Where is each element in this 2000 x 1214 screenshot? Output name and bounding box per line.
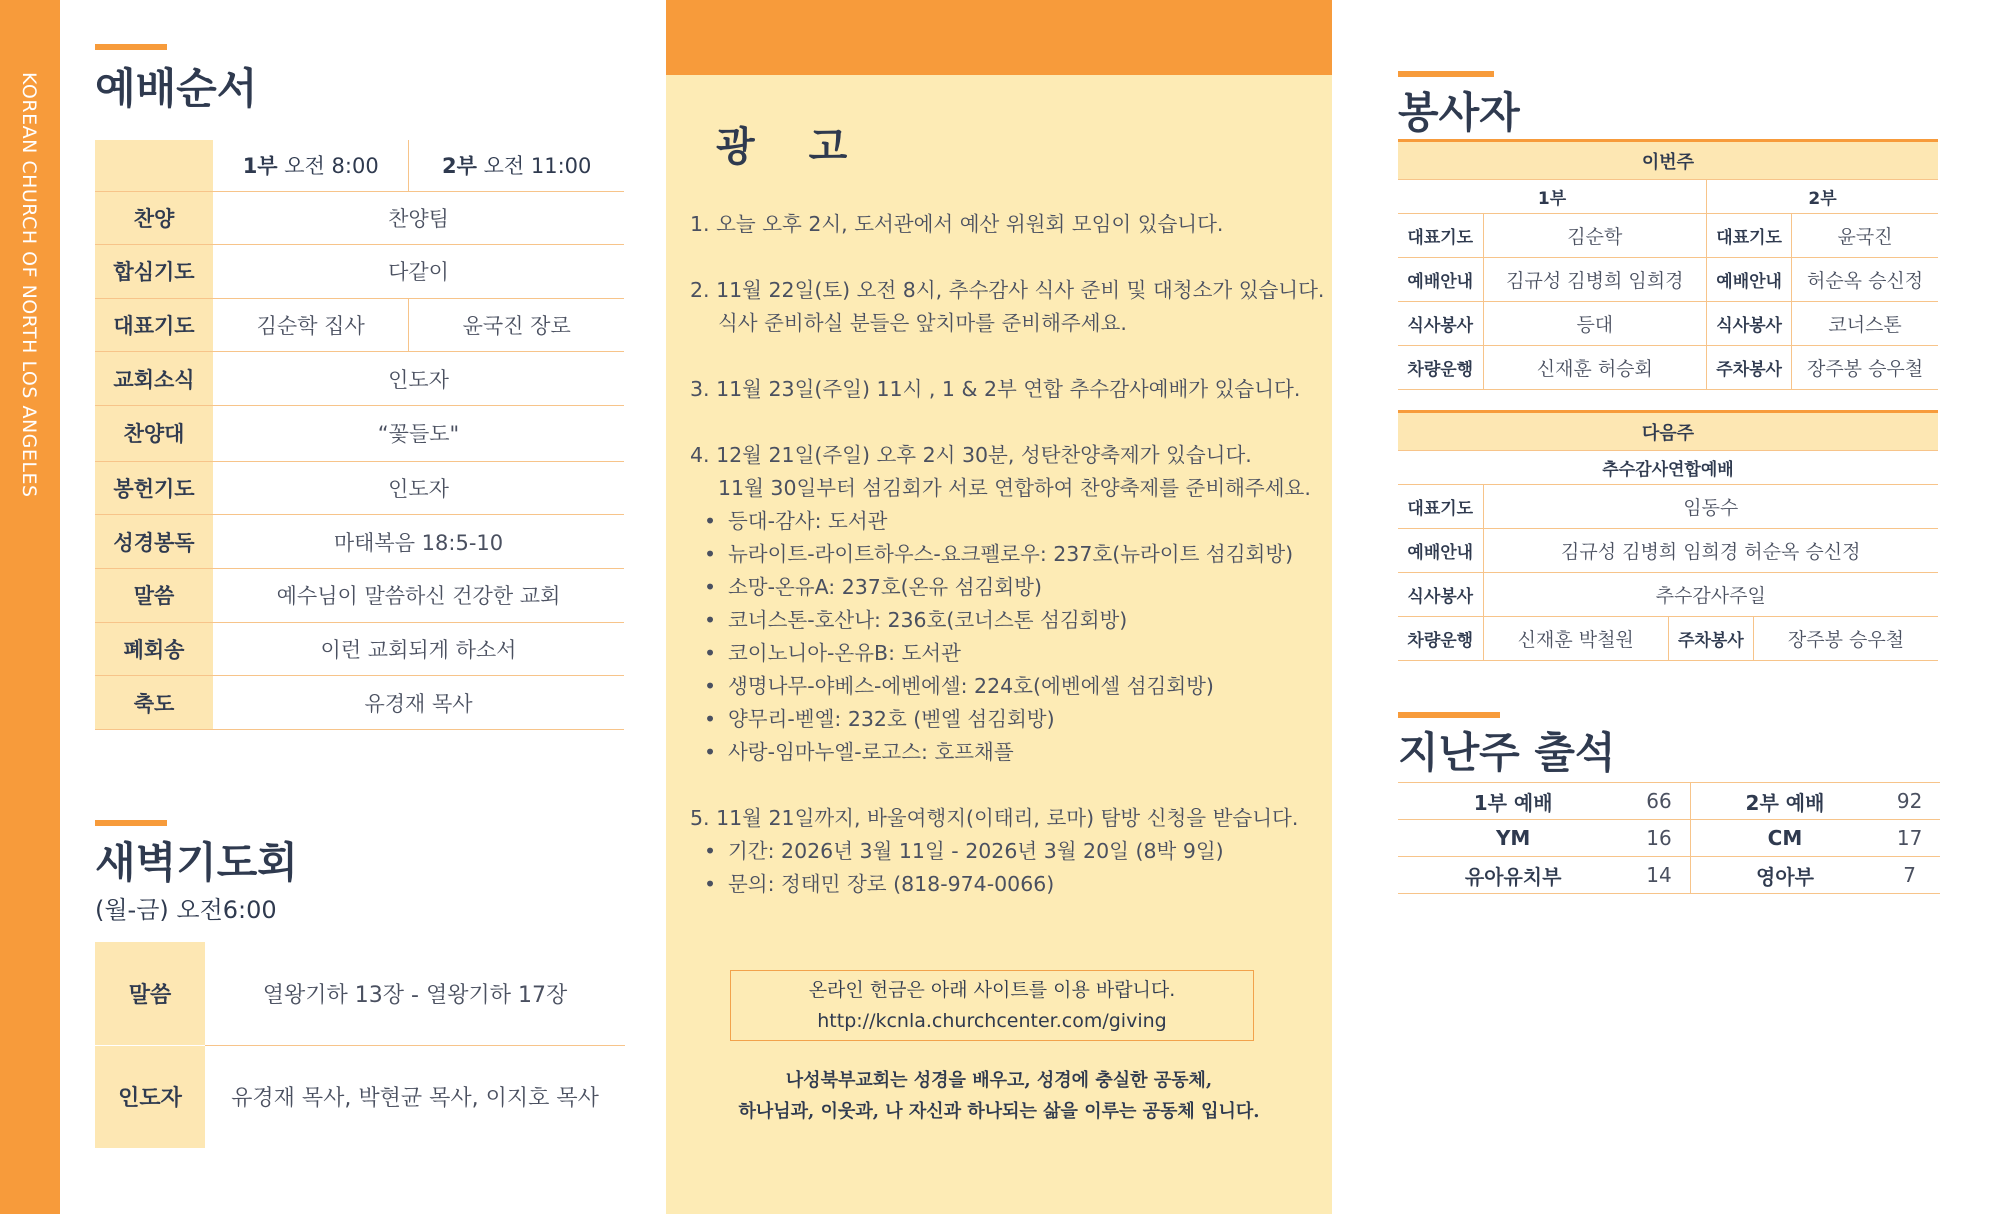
vol-key: 예배안내 [1707, 258, 1792, 302]
part1-time: 오전 8:00 [284, 154, 379, 179]
order-row [95, 191, 624, 245]
accent-bar [95, 44, 167, 50]
att-key: 1부 예배 [1398, 783, 1628, 820]
att-value: 66 [1628, 783, 1690, 820]
vol-row [1398, 617, 1938, 661]
volunteers-next-week [1398, 410, 1938, 661]
motto-line: 나성북부교회는 성경을 배우고, 성경에 충실한 공동체, [785, 1070, 1213, 1091]
bullet-item: • 등대-감사: 도서관 [690, 505, 1330, 538]
announcements-header-bar [666, 0, 1332, 75]
announcement-item [690, 439, 1330, 769]
dawn-row [95, 1045, 625, 1148]
order-head-row [95, 140, 624, 191]
order-value: 인도자 [213, 461, 624, 515]
vol-value: 허순옥 승신정 [1792, 258, 1938, 302]
att-value: 16 [1628, 820, 1690, 857]
order-row [95, 405, 624, 461]
announcement-item [690, 373, 1330, 406]
this-week-col-head [1398, 180, 1938, 214]
order-row [95, 569, 624, 623]
bullet-item: • 문의: 정태민 장로 (818-974-0066) [690, 868, 1330, 901]
order-label: 봉헌기도 [95, 461, 213, 515]
next-week-banner: 다음주 [1398, 412, 1938, 451]
col-part2: 2부 [1707, 180, 1938, 214]
bullet-item: • 뉴라이트-라이트하우스-요크펠로우: 237호(뉴라이트 섬김회방) [690, 538, 1330, 571]
announcement-item [690, 208, 1330, 241]
order-value-part1: 김순학 집사 [213, 298, 409, 352]
bullet-item: • 기간: 2026년 3월 11일 - 2026년 3월 20일 (8박 9일) [690, 835, 1330, 868]
announcement-item [690, 802, 1330, 901]
motto-line: 하나님과, 이웃과, 나 자신과 하나되는 삶을 이루는 공동체 입니다. [738, 1101, 1260, 1122]
order-value: 예수님이 말씀하신 건강한 교회 [213, 569, 624, 623]
part2-label: 2부 [442, 154, 477, 179]
order-row [95, 461, 624, 515]
order-label: 찬양 [95, 191, 213, 245]
att-value: 92 [1879, 783, 1940, 820]
att-key: 2부 예배 [1690, 783, 1879, 820]
attendance-row [1398, 820, 1940, 857]
vol-value: 윤국진 [1792, 214, 1938, 258]
vol-key: 대표기도 [1398, 214, 1483, 258]
vol-key: 차량운행 [1398, 617, 1483, 661]
vol-row [1398, 302, 1938, 346]
bullet-item: • 양무리-벧엘: 232호 (벧엘 섬김회방) [690, 703, 1330, 736]
vol-value: 등대 [1483, 302, 1707, 346]
vol-value: 추수감사주일 [1483, 573, 1938, 617]
dawn-value: 유경재 목사, 박현균 목사, 이지호 목사 [231, 1086, 599, 1112]
vol-key: 주차봉사 [1707, 346, 1792, 390]
order-label: 대표기도 [95, 298, 213, 352]
order-row [95, 298, 624, 352]
vol-key: 예배안내 [1398, 529, 1483, 573]
accent-bar [1398, 712, 1500, 718]
vol-row [1398, 485, 1938, 529]
bullet-item: • 코이노니아-온유B: 도서관 [690, 637, 1330, 670]
dawn-label: 말씀 [95, 942, 205, 1045]
vol-value: 장주봉 승우철 [1792, 346, 1938, 390]
order-value: 마태복음 18:5-10 [213, 515, 624, 569]
vol-key: 주차봉사 [1668, 617, 1753, 661]
order-value: “꽃들도" [213, 405, 624, 461]
dawn-label: 인도자 [95, 1045, 205, 1148]
att-key: 영아부 [1690, 857, 1879, 894]
att-key: CM [1690, 820, 1879, 857]
announcement-line: 1. 오늘 오후 2시, 도서관에서 예산 위원회 모임이 있습니다. [690, 212, 1224, 236]
announcement-bullets [690, 505, 1330, 769]
vol-value: 신재훈 박철원 [1483, 617, 1668, 661]
order-head-part1 [213, 140, 409, 191]
bullet-item: • 생명나무-야베스-에벤에셀: 224호(에벤에셀 섬김회방) [690, 670, 1330, 703]
vol-value: 임동수 [1483, 485, 1938, 529]
announcement-item [690, 274, 1330, 340]
announcements-title: 광 고 [716, 123, 868, 170]
bullet-item: • 소망-온유A: 237호(온유 섬김회방) [690, 571, 1330, 604]
church-name-vertical: KOREAN CHURCH OF NORTH LOS ANGELES [18, 72, 40, 498]
order-label: 합심기도 [95, 245, 213, 299]
attendance-title: 지난주 출석 [1398, 728, 1616, 777]
vol-key: 차량운행 [1398, 346, 1483, 390]
bullet-item: • 사랑-임마누엘-로고스: 호프채플 [690, 736, 1330, 769]
order-head-blank [95, 140, 213, 191]
order-label: 교회소식 [95, 352, 213, 406]
announcement-subline: 11월 30일부터 섬김회가 서로 연합하여 찬양축제를 준비해주세요. [718, 476, 1311, 500]
vol-value: 김순학 [1483, 214, 1707, 258]
order-head-part2 [409, 140, 624, 191]
order-label: 찬양대 [95, 405, 213, 461]
announcement-line: 2. 11월 22일(토) 오전 8시, 추수감사 식사 준비 및 대청소가 있습니다. [690, 278, 1325, 302]
dawn-value: 열왕기하 13장 - 열왕기하 17장 [205, 942, 625, 1045]
order-row [95, 676, 624, 730]
dawn-title: 새벽기도회 [95, 838, 298, 887]
vol-row [1398, 346, 1938, 390]
att-key: 유아유치부 [1398, 857, 1628, 894]
vol-key: 대표기도 [1707, 214, 1792, 258]
order-label: 성경봉독 [95, 515, 213, 569]
order-row [95, 515, 624, 569]
vol-value: 신재훈 허승회 [1483, 346, 1707, 390]
next-week-table [1398, 410, 1938, 661]
next-week-subtitle-row [1398, 451, 1938, 485]
vol-row [1398, 573, 1938, 617]
announcement-subline: 식사 준비하실 분들은 앞치마를 준비해주세요. [718, 311, 1127, 335]
announcement-line: 5. 11월 21일까지, 바울여행지(이태리, 로마) 탐방 신청을 받습니다. [690, 806, 1299, 830]
vol-row [1398, 258, 1938, 302]
vol-value: 김규성 김병희 임희경 허순옥 승신정 [1483, 529, 1938, 573]
vol-key: 대표기도 [1398, 485, 1483, 529]
vol-key: 식사봉사 [1707, 302, 1792, 346]
announcement-bullets [690, 835, 1330, 901]
volunteers-this-week [1398, 139, 1938, 390]
att-value: 17 [1879, 820, 1940, 857]
announcements-list [690, 208, 1330, 934]
order-value: 이런 교회되게 하소서 [213, 622, 624, 676]
order-title: 예배순서 [95, 64, 258, 113]
accent-bar [95, 820, 167, 826]
announcement-line: 4. 12월 21일(주일) 오후 2시 30분, 성탄찬양축제가 있습니다. [690, 443, 1252, 467]
order-label: 말씀 [95, 569, 213, 623]
accent-bar [1398, 71, 1494, 77]
att-value: 7 [1879, 857, 1940, 894]
next-week-subtitle: 추수감사연합예배 [1398, 451, 1938, 485]
order-label: 축도 [95, 676, 213, 730]
order-value: 찬양팀 [213, 191, 624, 245]
online-giving-box [730, 970, 1254, 1041]
dawn-table [95, 942, 625, 1148]
order-row [95, 352, 624, 406]
vol-value: 김규성 김병희 임희경 [1483, 258, 1707, 302]
vol-value: 코너스톤 [1792, 302, 1938, 346]
this-week-table [1398, 139, 1938, 390]
col-part1: 1부 [1398, 180, 1707, 214]
order-value: 인도자 [213, 352, 624, 406]
announcement-line: 3. 11월 23일(주일) 11시 , 1 & 2부 연합 추수감사예배가 있습니다. [690, 377, 1301, 401]
attendance-row [1398, 783, 1940, 820]
this-week-banner: 이번주 [1398, 141, 1938, 180]
order-value-part2: 윤국진 장로 [409, 298, 624, 352]
vol-row [1398, 214, 1938, 258]
volunteers-title: 봉사자 [1398, 88, 1520, 137]
part1-label: 1부 [242, 154, 278, 179]
attendance-table [1398, 782, 1940, 894]
vol-key: 식사봉사 [1398, 302, 1483, 346]
part2-time: 오전 11:00 [483, 154, 592, 179]
church-motto [666, 1065, 1332, 1127]
vol-value: 장주봉 승우철 [1753, 617, 1938, 661]
vol-key: 예배안내 [1398, 258, 1483, 302]
order-value: 다같이 [213, 245, 624, 299]
order-table [95, 140, 624, 730]
vol-row [1398, 529, 1938, 573]
order-value: 유경재 목사 [213, 676, 624, 730]
vol-key: 식사봉사 [1398, 573, 1483, 617]
bullet-item: • 코너스톤-호산나: 236호(코너스톤 섬김회방) [690, 604, 1330, 637]
giving-link[interactable]: http://kcnla.churchcenter.com/giving [817, 1010, 1167, 1032]
order-row [95, 245, 624, 299]
att-key: YM [1398, 820, 1628, 857]
giving-text: 온라인 헌금은 아래 사이트를 이용 바랍니다. [808, 979, 1176, 1001]
dawn-row [95, 942, 625, 1045]
att-value: 14 [1628, 857, 1690, 894]
attendance-row [1398, 857, 1940, 894]
dawn-time: (월-금) 오전6:00 [95, 896, 277, 924]
order-label: 폐회송 [95, 622, 213, 676]
order-row [95, 622, 624, 676]
